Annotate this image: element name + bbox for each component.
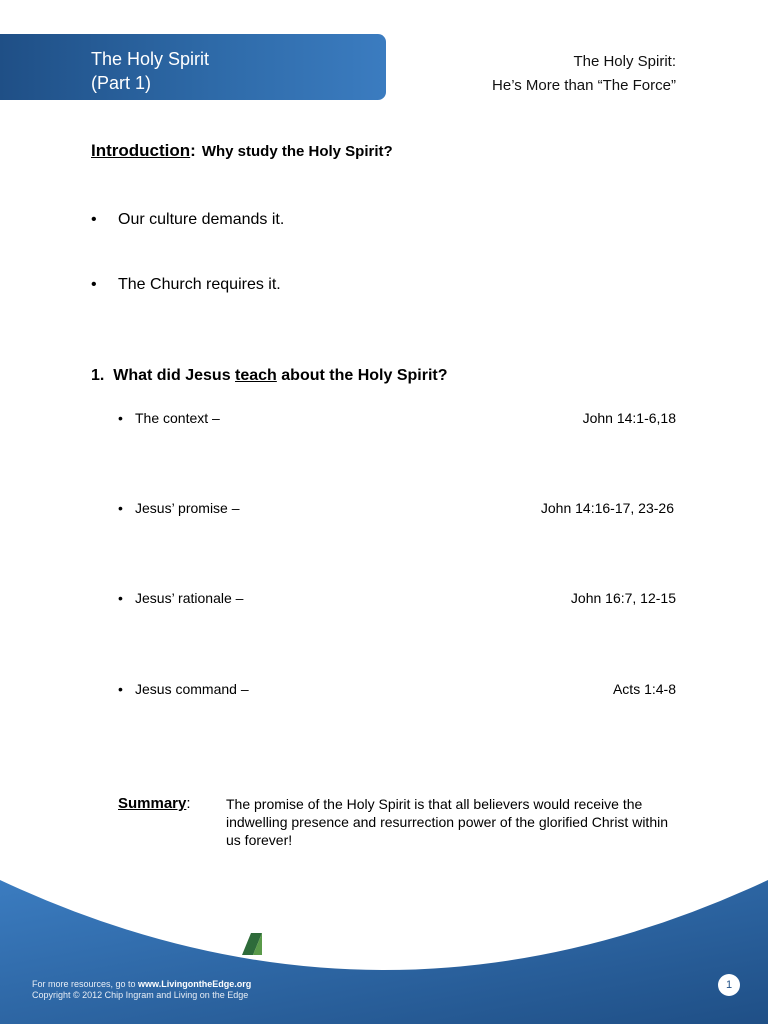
section-number: 1. — [91, 367, 105, 384]
header-subtitle-line2: He’s More than “The Force” — [492, 77, 676, 94]
header-tab — [0, 34, 386, 100]
bullet-dot-icon: • — [118, 500, 123, 516]
footer-resources-text: For more resources, go to — [32, 979, 139, 989]
scripture-reference: John 16:7, 12-15 — [570, 590, 676, 606]
bullet-dot-icon: • — [118, 410, 123, 426]
scripture-item — [118, 681, 676, 697]
summary-text: The promise of the Holy Spirit is that all believers would receive the indwelling presence and resurrection power of the glorified Christ within us forever! — [226, 796, 669, 848]
summary-label-text: Summary — [118, 795, 187, 812]
summary-block — [118, 795, 676, 849]
bullet-dot-icon: • — [118, 681, 123, 697]
scripture-item — [118, 500, 676, 516]
scripture-item-label: Jesus’ rationale – — [135, 590, 244, 606]
summary-label — [118, 795, 226, 849]
bullet-dot-icon: • — [91, 276, 97, 293]
scripture-reference: John 14:16-17, 23-26 — [540, 500, 674, 516]
scripture-reference: John 14:1-6,18 — [582, 410, 676, 426]
logo-word-on-the-edge: ON THE EDGE — [345, 930, 517, 956]
intro-bullet — [91, 276, 281, 294]
section-heading-emphasis: teach — [235, 367, 277, 384]
introduction-heading — [91, 141, 393, 161]
footer-website-link[interactable]: www.LivingontheEdge.org — [138, 979, 252, 989]
scripture-item-label: The context – — [135, 410, 220, 426]
document-title: The Holy Spirit (Part 1) — [91, 49, 210, 93]
summary-colon: : — [186, 795, 191, 812]
scripture-item — [118, 590, 676, 606]
introduction-label: Introduction — [91, 141, 191, 160]
section-heading-pre: What did Jesus — [113, 367, 236, 384]
section-heading-post: about the Holy Spirit? — [276, 367, 448, 384]
logo-mark-icon — [242, 933, 262, 955]
scripture-reference: Acts 1:4-8 — [612, 681, 676, 697]
scripture-item-label: Jesus command – — [135, 681, 249, 697]
page-number: 1 — [718, 974, 740, 996]
footer-copyright: Copyright © 2012 Chip Ingram and Living on the Edge — [32, 990, 249, 1000]
footer-info — [32, 979, 251, 1001]
logo-word-living: LIVING — [266, 930, 346, 956]
section-1-heading — [91, 367, 448, 385]
intro-bullet-text: The Church requires it. — [118, 276, 281, 293]
bullet-dot-icon: • — [91, 211, 97, 228]
header-subtitle — [492, 50, 676, 98]
intro-bullet — [91, 211, 284, 229]
intro-bullet-text: Our culture demands it. — [118, 211, 285, 228]
scripture-item-label: Jesus’ promise – — [135, 500, 240, 516]
introduction-colon: : — [190, 141, 196, 160]
scripture-item — [118, 410, 676, 426]
header-subtitle-line1: The Holy Spirit: — [573, 53, 676, 70]
bullet-dot-icon: • — [118, 590, 123, 606]
living-on-the-edge-logo — [242, 930, 525, 957]
introduction-question: Why study the Holy Spirit? — [201, 143, 393, 160]
logo-trademark: ™ — [516, 935, 525, 945]
